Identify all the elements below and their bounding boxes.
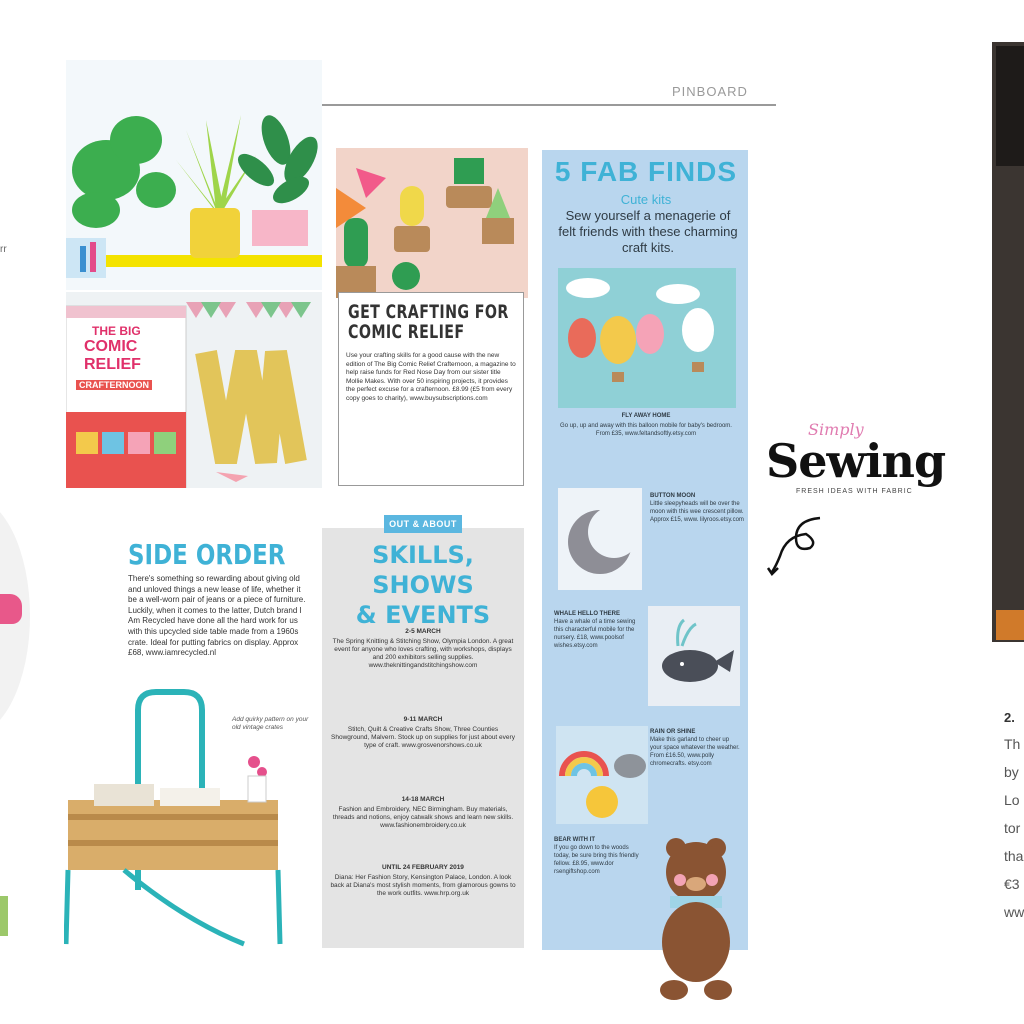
side-order-body: There's something so rewarding about giving old and unloved things a new lease of life, whether it be a well-worn pair of jeans or a piece of furniture. Luckily, when it comes to the latter, Dutch brand I Am Recycled have done all the hard work for us with this upcycled side table made from a 1960s crate. Ideal for putting fabrics on display. Approx £68, www.iamrecycled.nl bbox=[128, 574, 306, 658]
fab-item-heading: BEAR WITH IT bbox=[554, 837, 595, 843]
fab-item-heading: RAIN OR SHINE bbox=[650, 729, 696, 735]
section-label: PINBOARD bbox=[672, 84, 748, 99]
comic-relief-body: Use your crafting skills for a good cause with the new edition of The Big Comic Relief Crafternoon, a magazine to help raise funds for Red Nose Day from our sister title Mollie Makes. With over 50 inspiring projects, it provides the perfect excuse for a crafternoon. £8.99 (£5 from every copy goes to charity), www.buysubscriptions.com bbox=[346, 352, 516, 402]
header-rule bbox=[322, 104, 776, 106]
right-article-line: tor bbox=[1004, 820, 1021, 836]
event-date: UNTIL 24 FEBRUARY 2019 bbox=[382, 864, 464, 871]
comic-relief-title-line2: COMIC RELIEF bbox=[348, 321, 465, 343]
side-order-title: SIDE ORDER bbox=[128, 538, 286, 571]
bear-illustration bbox=[640, 834, 750, 1004]
book-cover-line1: THE BIG bbox=[92, 324, 141, 338]
swirl-arrow-icon bbox=[766, 512, 826, 582]
event-text: The Spring Knitting & Stitching Show, Olympia London. A great event for anyone who loves crafting, with workshops, displays and 200 exhibitors selling supplies. www.theknittingandstitchingshow.com bbox=[332, 638, 514, 669]
skills-title-line1: SKILLS, SHOWS bbox=[372, 541, 474, 599]
cactus-photo bbox=[336, 148, 528, 298]
left-page-pink-object bbox=[0, 594, 22, 624]
book-cover-line3: RELIEF bbox=[84, 356, 141, 373]
plants-illustration bbox=[66, 60, 322, 290]
whale-mobile-photo bbox=[648, 606, 740, 706]
comic-relief-title-line1: GET CRAFTING FOR bbox=[348, 301, 509, 323]
event-date: 9-11 MARCH bbox=[403, 716, 443, 723]
fab-item-text: Go up, up and away with this balloon mobile for baby's bedroom. From £35, www.feltandsoftly.etsy.com bbox=[560, 423, 732, 437]
rainbow-garland-photo bbox=[556, 726, 648, 824]
fab-item-whale bbox=[554, 610, 646, 650]
side-order-note: Add quirky pattern on your old vintage crates bbox=[232, 716, 309, 731]
event-text: Stitch, Quilt & Creative Crafts Show, Three Counties Showground, Malvern. Stock up on supplies for just about every type of craft. www.grosvenorshows.co.uk bbox=[331, 726, 515, 749]
simply-sewing-script: Simply bbox=[808, 420, 864, 439]
balloon-mobile-photo bbox=[558, 268, 736, 408]
skills-title-line2: & EVENTS bbox=[355, 601, 491, 629]
fab-item-heading: WHALE HELLO THERE bbox=[554, 611, 620, 617]
right-article-line: ww bbox=[1004, 904, 1024, 920]
fab-item-text: If you go down to the woods today, be sure bring this friendly fellow. £8.95, www.dor rsengiftshop.com bbox=[554, 845, 639, 875]
fab-finds-intro: Sew yourself a menagerie of felt friends with these charming craft kits. bbox=[558, 208, 738, 255]
simply-sewing-logo: Sewing bbox=[766, 434, 946, 488]
fab-item-text: Little sleepyheads will be over the moon with this wee crescent pillow. Approx £15, www. lilyroos.etsy.com bbox=[650, 501, 744, 523]
fab-finds-title: 5 FAB FINDS bbox=[554, 156, 738, 187]
fab-item-heading: BUTTON MOON bbox=[650, 493, 696, 499]
magazine-cover-band bbox=[996, 610, 1024, 640]
event-date: 14-18 MARCH bbox=[401, 796, 445, 803]
right-article-number: 2. bbox=[1004, 710, 1015, 725]
event-text: Fashion and Embroidery, NEC Birmingham. Buy materials, threads and notions, enjoy catwalk shows and learn new skills. www.fashionembroidery.co.uk bbox=[332, 806, 514, 829]
simply-sewing-tagline: FRESH IDEAS WITH FABRIC bbox=[796, 488, 913, 495]
left-page-leaf bbox=[0, 896, 8, 936]
left-page-fragment-text: rr bbox=[0, 244, 7, 255]
fab-item-rain bbox=[650, 728, 742, 768]
moon-pillow-photo bbox=[558, 488, 642, 590]
event-date: 2-5 MARCH bbox=[405, 628, 441, 635]
skills-events-title bbox=[324, 540, 522, 630]
book-cover-line2: COMIC bbox=[84, 338, 138, 355]
event-text: Diana: Her Fashion Story, Kensington Palace, London. A look back at Diana's most stylish moments, from glamorous gowns to the work outfits. www.hrp.org.uk bbox=[330, 874, 516, 897]
magazine-cover-masthead bbox=[996, 46, 1024, 166]
fab-item-text: Have a whale of a time sewing this characterful mobile for the nursery. £18, www.poolsof wishes.etsy.com bbox=[554, 619, 636, 649]
fab-item-button-moon bbox=[650, 492, 746, 524]
right-article-line: Th bbox=[1004, 736, 1021, 752]
fab-item-text: Make this garland to cheer up your space whatever the weather. From £16.50, www.polly chromecrafts. etsy.com bbox=[650, 737, 740, 767]
book-cover-line4: CRAFTERNOON bbox=[76, 380, 152, 390]
right-article-line: €3 bbox=[1004, 876, 1020, 892]
out-and-about-tag: OUT & ABOUT bbox=[384, 515, 462, 533]
right-article-line: by bbox=[1004, 764, 1019, 780]
fab-item-bear bbox=[554, 836, 646, 876]
crafternoon-photo bbox=[66, 292, 322, 488]
right-article-line: tha bbox=[1004, 848, 1024, 864]
fab-item-heading: FLY AWAY HOME bbox=[621, 413, 671, 419]
fab-finds-subtitle: Cute kits bbox=[620, 192, 672, 207]
comic-relief-title bbox=[348, 302, 517, 342]
right-article-line: Lo bbox=[1004, 792, 1020, 808]
